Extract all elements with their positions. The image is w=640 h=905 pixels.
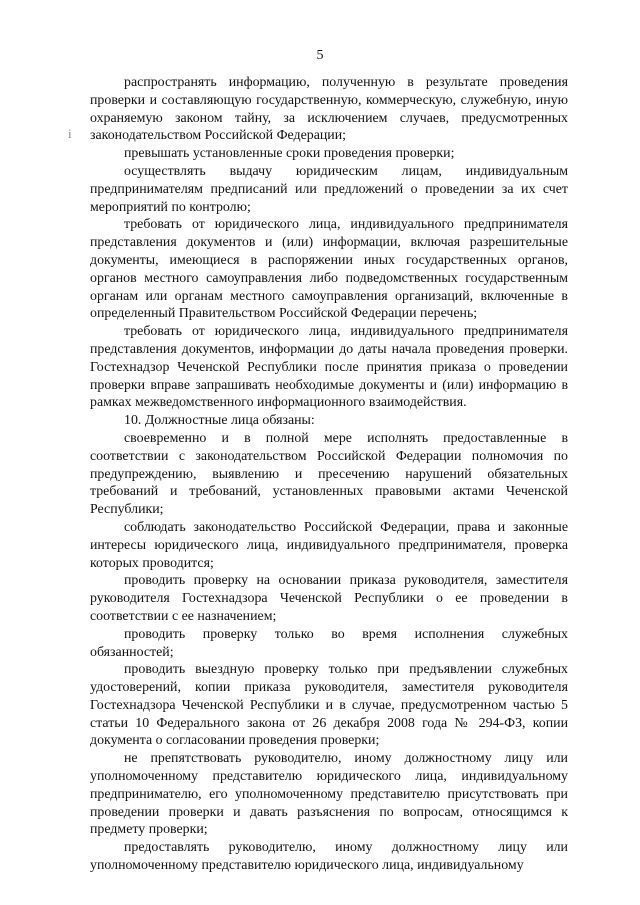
paragraph-exercise-powers: своевременно и в полной мере исполнять предоставленные в соответствии с законодательством Российской Федерации полномочия по предупреждению, выявлению и пресечению нарушений обязательных требований и требований, установленных правовыми актами Чеченской Республики; [90, 430, 568, 518]
margin-mark: i [68, 126, 72, 141]
paragraph-exceed-deadlines: превышать установленные сроки проведения проверки; [124, 146, 455, 162]
paragraph-order-basis: проводить проверку на основании приказа руководителя, заместителя руководителя Гостехнадзора Чеченской Республики о ее проведении в соответствии с ее назначением; [90, 573, 568, 624]
paragraph-disclose-information: распространять информацию, полученную в результате проведения проверки и составляющую государственную, коммерческую, служебную, иную охраняемую законом тайну, за исключением случаев, предусмотренных законодательством Российской Федерации; [90, 75, 568, 144]
paragraph-provide: предоставлять руководителю, иному должностному лицу или уполномоченному представителю юридического лица, индивидуальному [90, 840, 568, 874]
document-body [90, 74, 568, 875]
paragraph-field-inspection: проводить выездную проверку только при предъявлении служебных удостоверений, копии приказа руководителя, заместителя руководителя Гостехнадзора Чеченской Республики и в случае, предусмотренном частью 5 статьи 10 Федерального закона от 26 декабря 2008 года № 294-ФЗ, копии документа о согласовании проведения проверки; [90, 662, 568, 749]
paragraph-observe-legislation: соблюдать законодательство Российской Федерации, права и законные интересы юридического лица, индивидуального предпринимателя, проверка которых проводится; [90, 519, 568, 571]
page-number: 5 [316, 48, 324, 63]
paragraph-require-documents: требовать от юридического лица, индивидуального предпринимателя представления документов и (или) информации, включая разрешительные документы, имеющиеся в распоряжении иных государственных органов, органов местного самоуправления либо подведомственных государственным органам или органам местного самоуправления организаций, включенные в определенный Правительством Российской Федерации перечень; [90, 217, 568, 322]
paragraph-officials-obliged: 10. Должностные лица обязаны: [124, 413, 315, 429]
paragraph-issue-orders: осуществлять выдачу юридическим лицам, индивидуальным предпринимателям предписаний или предложений о проведении за их счет мероприятий по контролю; [90, 163, 568, 215]
paragraph-not-obstruct: не препятствовать руководителю, иному должностному лицу или уполномоченному представителю юридического лица, индивидуальному предпринимателю, его уполномоченному представителю присутствовать при проведении проверки и давать разъяснения по вопросам, относящимся к предмету проверки; [90, 751, 568, 838]
paragraph-require-before-start: требовать от юридического лица, индивидуального предпринимателя представления документов, информации до даты начала проведения проверки. Гостехнадзор Чеченской Республики после принятия приказа о проведении проверки вправе запрашивать необходимые документы и (или) информацию в рамках межведомственного информационного взаимодействия. [90, 324, 568, 411]
paragraph-duty-time: проводить проверку только во время исполнения служебных обязанностей; [90, 626, 568, 660]
